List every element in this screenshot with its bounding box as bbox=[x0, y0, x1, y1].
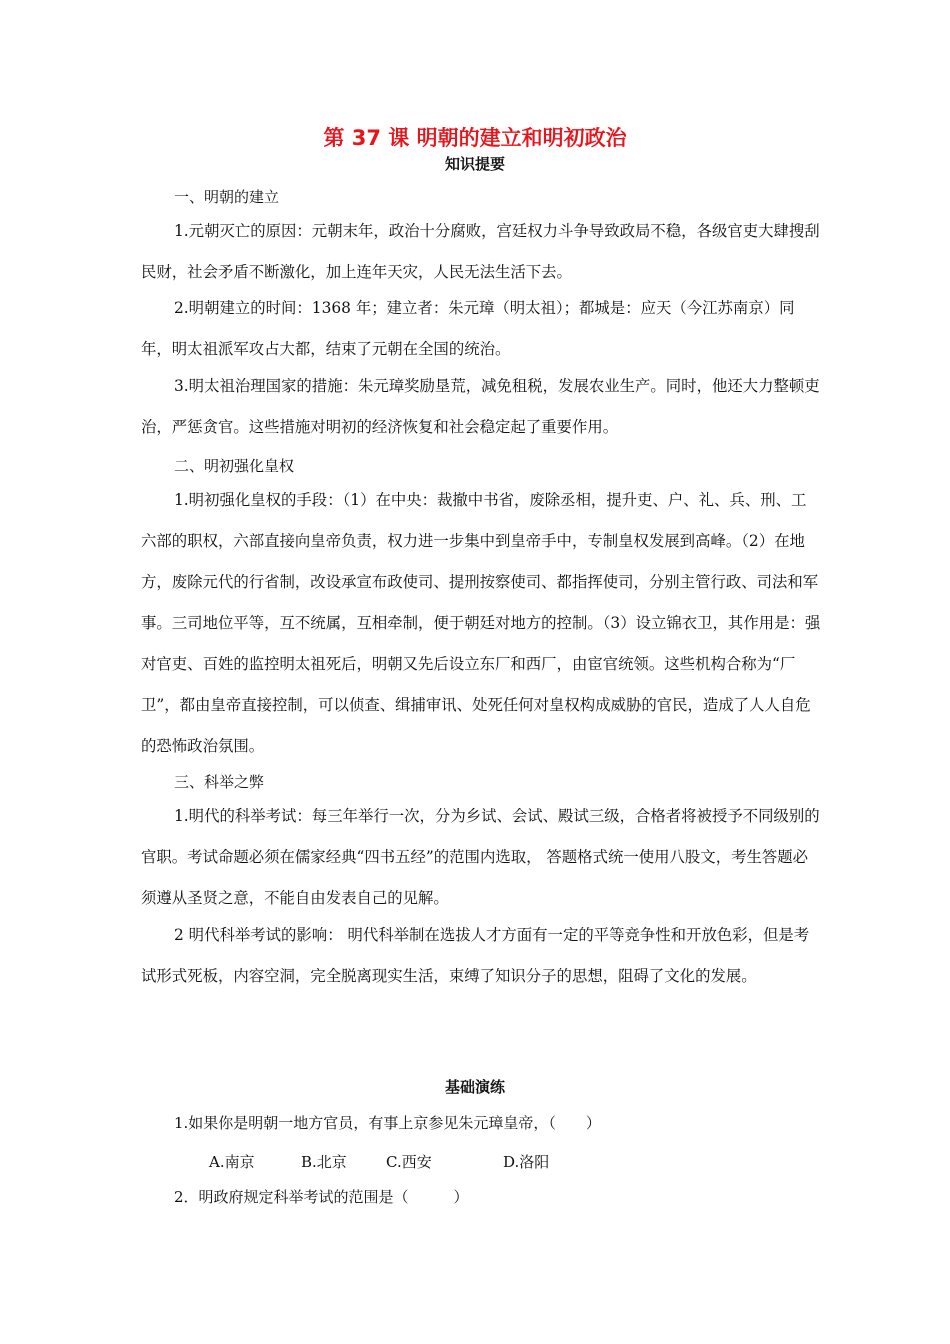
option-d: D.洛阳 bbox=[503, 1153, 550, 1171]
question-1: 1.如果你是明朝一地方官员，有事上京参见朱元璋皇帝，（ ） bbox=[174, 1114, 601, 1132]
option-b: B.北京 bbox=[301, 1153, 347, 1171]
section-heading: 二、明初强化皇权 bbox=[174, 457, 295, 475]
section-heading: 一、明朝的建立 bbox=[174, 188, 280, 206]
section-heading: 三、科举之弊 bbox=[174, 773, 265, 791]
page-title: 第 37 课 明朝的建立和明初政治 bbox=[323, 126, 627, 150]
paragraph: 1.元朝灭亡的原因：元朝末年，政治十分腐败，宫廷权力斗争导致政局不稳，各级官吏大肆搜刮民财，社会矛盾不断激化，加上连年天灾，人民无法生活下去。 bbox=[141, 222, 820, 281]
knowledge-heading: 知识提要 bbox=[444, 155, 505, 173]
paragraph: 2 明代科举考试的影响： 明代科举制在选拔人才方面有一定的平等竞争性和开放色彩，但是考试形式死板，内容空洞，完全脱离现实生活，束缚了知识分子的思想，阻碍了文化的发展。 bbox=[141, 926, 810, 985]
option-c: C.西安 bbox=[386, 1153, 432, 1171]
exercise-heading: 基础演练 bbox=[444, 1078, 505, 1096]
paragraph: 3.明太祖治理国家的措施：朱元璋奖励垦荒，减免租税，发展农业生产。同时，他还大力整顿吏治，严惩贪官。这些措施对明初的经济恢复和社会稳定起了重要作用。 bbox=[141, 377, 820, 436]
paragraph: 1.明初强化皇权的手段：（1）在中央：裁撤中书省，废除丞相，提升吏、户、礼、兵、刑、工六部的职权，六部直接向皇帝负责，权力进一步集中到皇帝手中，专制皇权发展到高峰。（2）在地方，废除元代的行省制，改设承宣布政使司、提刑按察使司、都指挥使司，分别主管行政、司法和军事。三司地位平等，互不统属，互相牵制，便于朝廷对地方的控制。（3）设立锦衣卫，其作用是：强对官吏、百姓的监控明太祖死后，明朝又先后设立东厂和西厂，由宦官统领。这些机构合称为“厂卫”，都由皇帝直接控制，可以侦查、缉捕审讯、处死任何对皇权构成威胁的官民，造成了人人自危的恐怖政治氛围。 bbox=[141, 491, 821, 755]
paragraph: 1.明代的科举考试：每三年举行一次，分为乡试、会试、殿试三级，合格者将被授予不同级别的官职。考试命题必须在儒家经典“四书五经”的范围内选取， 答题格式统一使用八股文，考生答题必须遵从圣贤之意，不能自由发表自己的见解。 bbox=[141, 807, 820, 907]
paragraph: 2.明朝建立的时间：1368 年；建立者：朱元璋（明太祖）；都城是：应天（今江苏南京）同年，明太祖派军攻占大都，结束了元朝在全国的统治。 bbox=[141, 299, 795, 358]
option-a: A.南京 bbox=[209, 1153, 255, 1171]
question-2: 2．明政府规定科举考试的范围是（ ） bbox=[174, 1188, 469, 1206]
